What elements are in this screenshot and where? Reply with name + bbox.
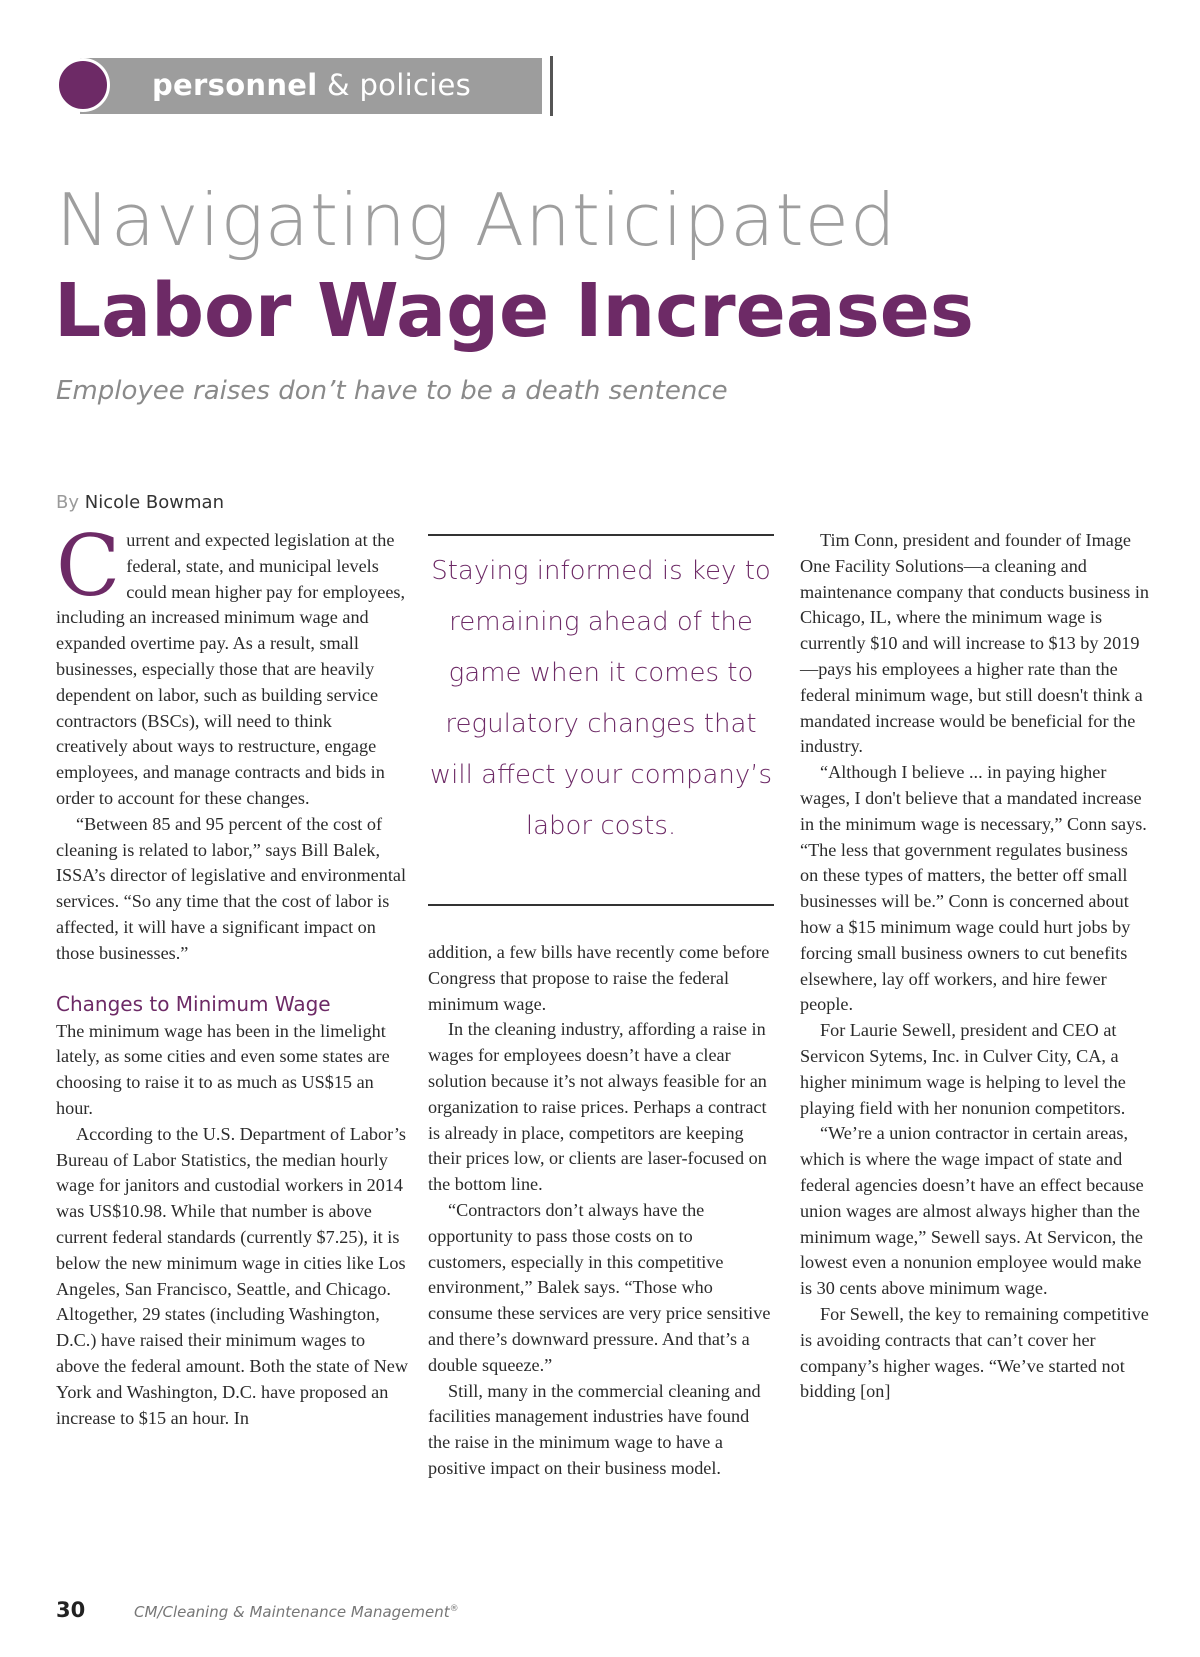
column-3: [800, 528, 1150, 1405]
title-line-1: Navigating Anticipated: [56, 178, 897, 262]
column-1-p2: “Between 85 and 95 percent of the cost of cleaning is related to labor,” says Bill Balek, ISSA’s director of legislative and environmental services. “So any time that the cost of labor is affected, it will have a significant impact on those businesses.”: [56, 813, 407, 963]
pull-quote: [428, 534, 774, 906]
subtitle: Employee raises don’t have to be a death sentence: [56, 376, 728, 406]
column-2-p4: Still, many in the commercial cleaning and facilities management industries have found the raise in the minimum wage to have a positive impact on their business model.: [428, 1380, 761, 1478]
drop-cap: C: [56, 517, 121, 615]
pull-quote-text: Staying informed is key to remaining ahead of the game when it comes to regulatory changes that will affect your company’s labor costs.: [429, 556, 773, 841]
section-divider: [550, 56, 553, 116]
column-2-p3: “Contractors don’t always have the opportunity to pass those costs on to customers, especially in this competitive environment,” Balek says. “Those who consume these services are very price sensitive and there’s downward pressure. And that’s a double squeeze.”: [428, 1199, 771, 1375]
title-line-2: Labor Wage Increases: [54, 268, 974, 354]
section-label: [152, 68, 471, 102]
column-2-p1: addition, a few bills have recently come before Congress that propose to raise the federal minimum wage.: [428, 942, 770, 1014]
column-1-p4: According to the U.S. Department of Labor’s Bureau of Labor Statistics, the median hourly wage for janitors and custodial workers in 2014 was US$10.98. While that number is above current federal standards (currently $7.25), it is below the new minimum wage in cities like Los Angeles, San Francisco, Seattle, and Chicago. Altogether, 29 states (including Washington, D.C.) have raised their minimum wages to above the federal amount. Both the state of New York and Washington, D.C. have proposed an increase to $15 an hour. In: [56, 1123, 409, 1428]
column-3-p4: “We’re a union contractor in certain areas, which is where the wage impact of state and federal agencies doesn’t have an effect because union wages are almost always higher than the minimum wage,” Sewell says. At Servicon, the lowest even a nonunion employee would make is 30 cents above minimum wage.: [800, 1123, 1144, 1299]
column-3-p3: For Laurie Sewell, president and CEO at Servicon Sytems, Inc. in Culver City, CA, a higher minimum wage is helping to level the playing field with her nonunion competitors.: [800, 1020, 1126, 1118]
column-3-p5: For Sewell, the key to remaining competitive is avoiding contracts that can’t cover her company’s higher wages. “We’ve started not bidding [on]: [800, 1303, 1149, 1402]
footer-magazine-name: [134, 1603, 459, 1621]
byline: [56, 492, 224, 513]
column-2-p2: In the cleaning industry, affording a raise in wages for employees doesn’t have a clear solution because it’s not always feasible for an organization to raise prices. Perhaps a contract is already in place, competitors are keeping their prices low, or clients are laser-focused on the bottom line.: [428, 1019, 767, 1195]
section-label-bold: personnel: [152, 68, 318, 102]
byline-author: Nicole Bowman: [84, 492, 224, 513]
section-label-light: & policies: [327, 68, 472, 102]
column-1-paragraph: [56, 517, 408, 812]
column-1-p1: urrent and expected legislation at the federal, state, and municipal levels could mean higher pay for employees, including an increased minimum wage and expanded overtime pay. As a result, small businesses, especially those that are heavily dependent on labor, such as building service contractors (BSCs), will need to think creatively about ways to restructure, engage employees, and manage contracts and bids in order to account for these changes.: [56, 530, 406, 808]
column-2: [428, 940, 774, 1482]
registered-mark: ®: [449, 1604, 459, 1614]
page-number: 30: [56, 1598, 86, 1622]
column-3-p1: Tim Conn, president and founder of Image One Facility Solutions—a cleaning and maintenance company that conducts business in Chicago, IL, where the minimum wage is currently $10 and will increase to $13 by 2019—pays his employees a higher rate than the federal minimum wage, but still doesn't think a mandated increase would be beneficial for the industry.: [800, 530, 1150, 757]
column-3-p2: “Although I believe ... in paying higher wages, I don't believe that a mandated increase in the minimum wage is necessary,” Conn says. “The less that government regulates business on these types of matters, the better off small businesses will be.” Conn is concerned about how a $15 minimum wage could hurt jobs by forcing small business owners to cut benefits elsewhere, lay off workers, and hire fewer people.: [800, 762, 1147, 1015]
section-dot-icon: [56, 58, 110, 112]
column-1-p3: The minimum wage has been in the limelight lately, as some cities and even some states are choosing to raise it to as much as US$15 an hour.: [56, 1020, 390, 1118]
section-tab: [56, 56, 496, 118]
byline-prefix: By: [56, 492, 80, 513]
footer-magazine-title: CM/Cleaning & Maintenance Management: [134, 1603, 450, 1621]
subhead-minimum-wage: Changes to Minimum Wage: [56, 991, 331, 1016]
column-1: [56, 517, 409, 1431]
